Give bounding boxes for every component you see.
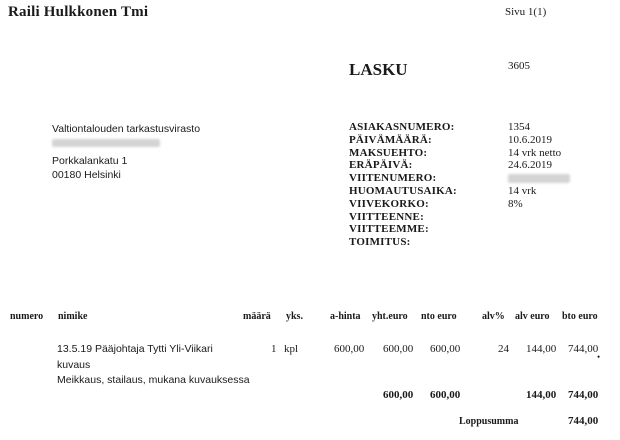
col-header-vat-percent: alv%: [482, 311, 505, 322]
col-header-unit-price: a-hinta: [330, 311, 361, 322]
redacted-contact: [52, 139, 160, 147]
item-vat-euro: 144,00: [526, 343, 557, 355]
item-gross: 744,00: [568, 343, 599, 355]
grand-total-label: Loppusumma: [459, 416, 519, 427]
label-reference-number: VIITENUMERO:: [349, 172, 437, 185]
label-your-reference: VIITTEENNE:: [349, 210, 424, 223]
col-header-gross: bto euro: [562, 311, 598, 322]
total-vat: 144,00: [526, 389, 557, 401]
col-header-quantity: määrä: [243, 311, 271, 322]
value-notice-period: 14 vrk: [508, 184, 537, 197]
label-late-interest: VIIVEKORKO:: [349, 197, 429, 210]
grand-total-value: 744,00: [568, 415, 599, 427]
label-delivery: TOIMITUS:: [349, 236, 411, 249]
label-due-date: ERÄPÄIVÄ:: [349, 159, 413, 172]
recipient-postal: 00180 Helsinki: [52, 169, 121, 181]
col-header-number: numero: [10, 311, 44, 322]
item-description: 13.5.19 Pääjohtaja Tytti Yli-Viikari: [57, 343, 213, 355]
label-payment-terms: MAKSUEHTO:: [349, 146, 428, 159]
col-header-vat-euro: alv euro: [515, 311, 550, 322]
redacted-reference: [508, 174, 570, 183]
label-customer-number: ASIAKASNUMERO:: [349, 121, 455, 133]
col-header-unit: yks.: [286, 311, 303, 322]
col-header-net: nto euro: [421, 311, 457, 322]
recipient-address: [52, 122, 200, 182]
item-description-line3: Meikkaus, stailaus, mukana kuvauksessa: [57, 374, 250, 386]
item-vat-percent: 24: [498, 343, 509, 355]
value-due-date: 24.6.2019: [508, 159, 552, 172]
label-notice-period: HUOMAUTUSAIKA:: [349, 184, 457, 197]
company-name: Raili Hulkkonen Tmi: [8, 4, 149, 20]
col-header-total: yht.euro: [372, 311, 408, 322]
value-customer-number: 1354: [508, 121, 530, 133]
item-unit: kpl: [284, 343, 299, 355]
col-header-item: nimike: [58, 311, 88, 322]
item-quantity: 1: [271, 343, 277, 355]
ink-dot: •: [597, 352, 601, 362]
page-label: Sivu 1(1): [505, 6, 547, 18]
invoice-info-labels: [349, 121, 457, 249]
item-net: 600,00: [430, 343, 461, 355]
recipient-name: Valtiontalouden tarkastusvirasto: [52, 123, 201, 135]
invoice-info-values: [508, 121, 570, 211]
item-unit-price: 600,00: [334, 343, 365, 355]
value-reference-number: [508, 172, 570, 185]
total-sum: 600,00: [383, 389, 414, 401]
document-title: LASKU: [349, 60, 408, 79]
total-net: 600,00: [430, 389, 461, 401]
value-late-interest: 8%: [508, 197, 523, 210]
label-our-reference: VIITTEEMME:: [349, 223, 429, 236]
recipient-street: Porkkalankatu 1: [52, 155, 128, 167]
total-gross: 744,00: [568, 389, 599, 401]
label-date: PÄIVÄMÄÄRÄ:: [349, 133, 432, 146]
value-payment-terms: 14 vrk netto: [508, 146, 562, 159]
value-date: 10.6.2019: [508, 133, 552, 146]
invoice-number: 3605: [508, 60, 530, 72]
item-total: 600,00: [383, 343, 414, 355]
item-description-line2: kuvaus: [57, 359, 91, 371]
